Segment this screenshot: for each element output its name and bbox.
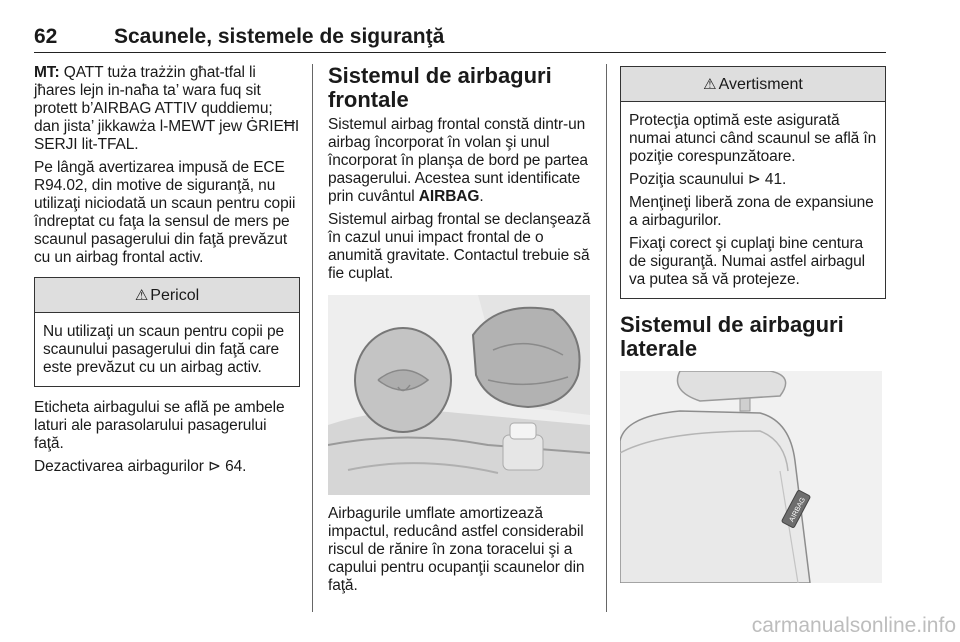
deactivation-page-ref[interactable]: 64. xyxy=(220,458,247,475)
warning-triangle-icon: ⚠ xyxy=(703,76,717,93)
deactivation-text: Dezactivarea airbagurilor xyxy=(34,458,209,475)
watermark: carmanualsonline.info xyxy=(751,614,956,637)
chapter-title: Scaunele, sistemele de siguranţă xyxy=(114,25,445,48)
page-number: 62 xyxy=(34,25,58,48)
seat-position-page-ref[interactable]: 41. xyxy=(760,171,787,188)
paragraph-mt-warning xyxy=(34,64,300,154)
frontal-system-text: Sistemul airbag frontal constă dintr-un airbag încorporat în volan şi unul încorporat în planşa de bord pe partea pasagerului. Acestea sunt identificate prin cuvântul xyxy=(328,116,588,205)
frontal-system-end: . xyxy=(479,188,484,205)
column-divider-2 xyxy=(606,64,607,612)
frontal-airbags-illustration xyxy=(328,295,590,495)
paragraph-frontal-system xyxy=(328,116,594,206)
column-divider-1 xyxy=(312,64,313,612)
figure-frontal-airbags xyxy=(328,295,590,495)
seat-position-text: Poziţia scaunului xyxy=(629,171,748,188)
danger-box-header xyxy=(35,278,299,313)
paragraph-frontal-deployment: Sistemul airbag frontal se declanşează în cazul unui impact frontal de o anumită gravitate. Contactul trebuie să fie cuplat. xyxy=(328,211,591,282)
section-heading-side-airbags: Sistemul de airbaguri laterale xyxy=(620,312,844,361)
figure-side-airbag-seat xyxy=(620,371,882,583)
warning-p1: Protecţia optimă este asigurată numai atunci când scaunul se află în poziţie corespunzătoare. xyxy=(629,112,877,165)
seat-illustration xyxy=(620,371,882,583)
page-ref-arrow-icon: ⊳ xyxy=(208,458,221,475)
paragraph-deactivation xyxy=(34,458,300,476)
mt-label: MT: xyxy=(34,64,60,81)
mt-text: QATT tuża trażżin għat-tfal li jħares lejn in-naħa ta’ wara fuq sit protett b’AIRBAG ATTIV quddiemu; dan jista’ jikkawża l-MEWT jew ĠRIEĦI SERJI lit-TFAL. xyxy=(34,64,300,153)
warning-p3: Menţineţi liberă zona de expansiune a airbagurilor. xyxy=(629,194,874,229)
paragraph-airbag-label: Eticheta airbagului se află pe ambele laturi ale parasolarului pasagerului faţă. xyxy=(34,399,285,452)
section-heading-frontal-airbags: Sistemul de airbaguri frontale xyxy=(328,63,552,112)
page-header xyxy=(34,26,886,53)
column-middle xyxy=(328,64,594,600)
warning-p2 xyxy=(629,171,877,189)
danger-box xyxy=(34,277,300,387)
warning-box-header xyxy=(621,67,885,102)
danger-box-text: Nu utilizaţi un scaun pentru copii pe scaunului pasagerului din faţă care este prevăzut cu un airbag activ. xyxy=(43,323,285,376)
warning-box-body xyxy=(621,102,885,298)
danger-box-title: Pericol xyxy=(150,287,200,304)
seat-airbag-tag-label: AIRBAG xyxy=(788,496,808,524)
column-left xyxy=(34,64,300,481)
danger-box-body xyxy=(35,313,299,386)
warning-box-title: Avertisment xyxy=(718,76,803,93)
page-ref-arrow-icon: ⊳ xyxy=(747,171,761,188)
paragraph-ece: Pe lângă avertizarea impusă de ECE R94.02, din motive de siguranţă, nu utilizaţi niciodată un scaun pentru copii îndreptat cu faţa la sensul de mers pe scaunul pasagerului din faţă prevăzut cu un airbag frontal activ. xyxy=(34,159,296,266)
warning-p4: Fixaţi corect şi cuplaţi bine centura de siguranţă. Numai astfel airbagul va putea să vă protejeze. xyxy=(629,235,866,288)
airbag-word: AIRBAG xyxy=(418,188,480,205)
figure-caption: Airbagurile umflate amortizează impactul, reducând astfel considerabil riscul de rănire în zona toracelui şi a capului pentru ocupanţii scaunelor din faţă. xyxy=(328,505,585,594)
column-right xyxy=(620,64,886,583)
warning-box xyxy=(620,66,886,299)
warning-triangle-icon: ⚠ xyxy=(134,287,149,304)
